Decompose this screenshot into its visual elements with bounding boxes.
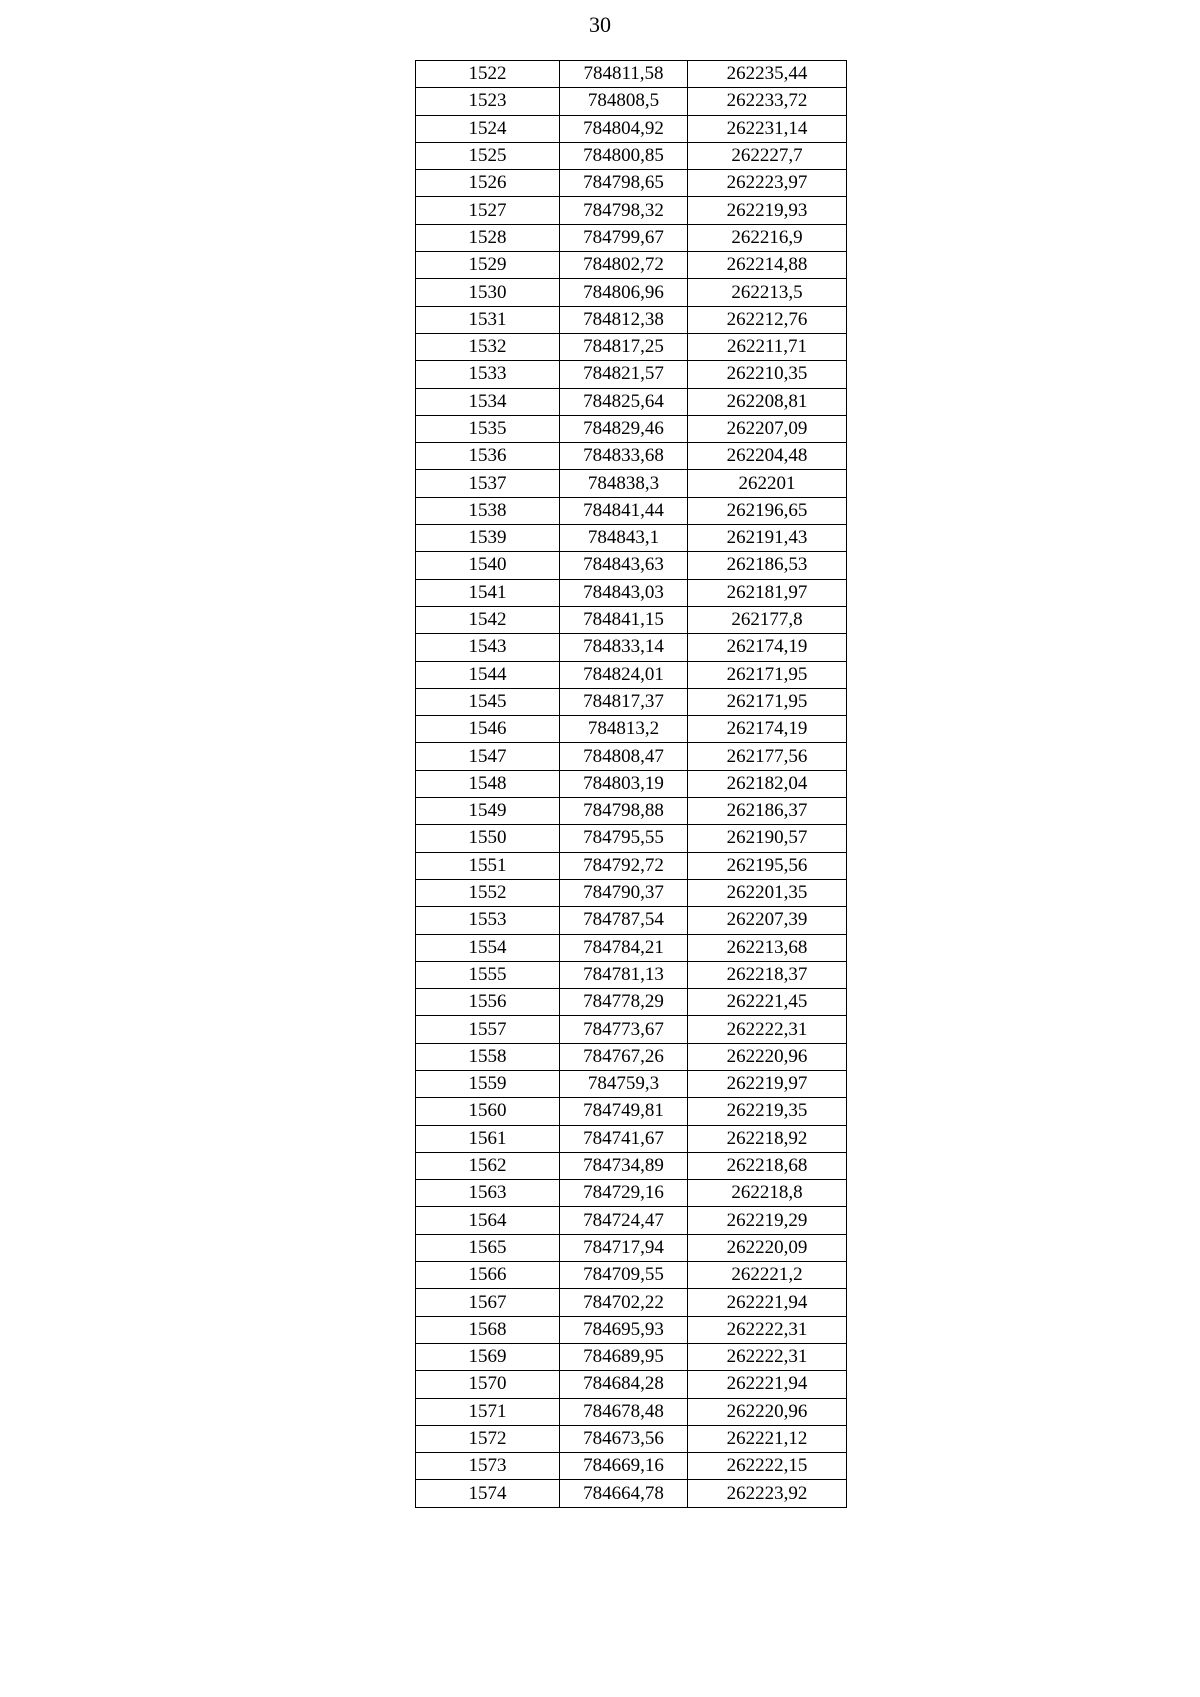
point-number-cell: 1547 (416, 743, 560, 770)
y-coordinate-cell: 262216,9 (688, 224, 847, 251)
x-coordinate-cell: 784812,38 (560, 306, 688, 333)
y-coordinate-cell: 262190,57 (688, 825, 847, 852)
point-number-cell: 1533 (416, 361, 560, 388)
x-coordinate-cell: 784833,14 (560, 634, 688, 661)
table-row (416, 115, 847, 142)
point-number-cell: 1535 (416, 415, 560, 442)
table-row (416, 961, 847, 988)
y-coordinate-cell: 262231,14 (688, 115, 847, 142)
point-number-cell: 1564 (416, 1207, 560, 1234)
y-coordinate-cell: 262204,48 (688, 443, 847, 470)
y-coordinate-cell: 262171,95 (688, 661, 847, 688)
y-coordinate-cell: 262221,2 (688, 1262, 847, 1289)
x-coordinate-cell: 784669,16 (560, 1453, 688, 1480)
point-number-cell: 1550 (416, 825, 560, 852)
y-coordinate-cell: 262207,09 (688, 415, 847, 442)
point-number-cell: 1570 (416, 1371, 560, 1398)
point-number-cell: 1549 (416, 798, 560, 825)
x-coordinate-cell: 784811,58 (560, 61, 688, 88)
point-number-cell: 1568 (416, 1316, 560, 1343)
x-coordinate-cell: 784813,2 (560, 716, 688, 743)
table-row (416, 142, 847, 169)
point-number-cell: 1542 (416, 606, 560, 633)
y-coordinate-cell: 262174,19 (688, 634, 847, 661)
y-coordinate-cell: 262221,12 (688, 1425, 847, 1452)
table-row (416, 1070, 847, 1097)
y-coordinate-cell: 262186,37 (688, 798, 847, 825)
table-row (416, 88, 847, 115)
x-coordinate-cell: 784767,26 (560, 1043, 688, 1070)
table-row (416, 1180, 847, 1207)
table-row (416, 879, 847, 906)
y-coordinate-cell: 262177,8 (688, 606, 847, 633)
y-coordinate-cell: 262222,31 (688, 1316, 847, 1343)
y-coordinate-cell: 262218,8 (688, 1180, 847, 1207)
table-row (416, 197, 847, 224)
x-coordinate-cell: 784841,44 (560, 497, 688, 524)
table-row (416, 1398, 847, 1425)
y-coordinate-cell: 262221,94 (688, 1371, 847, 1398)
table-row (416, 1152, 847, 1179)
x-coordinate-cell: 784773,67 (560, 1016, 688, 1043)
table-row (416, 170, 847, 197)
point-number-cell: 1531 (416, 306, 560, 333)
table-row (416, 1098, 847, 1125)
page-number: 30 (589, 12, 611, 37)
x-coordinate-cell: 784749,81 (560, 1098, 688, 1125)
point-number-cell: 1562 (416, 1152, 560, 1179)
table-row (416, 852, 847, 879)
point-number-cell: 1557 (416, 1016, 560, 1043)
table-row (416, 798, 847, 825)
table-row (416, 525, 847, 552)
y-coordinate-cell: 262171,95 (688, 688, 847, 715)
table-row (416, 1425, 847, 1452)
point-number-cell: 1571 (416, 1398, 560, 1425)
table-row (416, 1043, 847, 1070)
point-number-cell: 1548 (416, 770, 560, 797)
y-coordinate-cell: 262207,39 (688, 907, 847, 934)
y-coordinate-cell: 262220,09 (688, 1234, 847, 1261)
x-coordinate-cell: 784787,54 (560, 907, 688, 934)
table-row (416, 1371, 847, 1398)
y-coordinate-cell: 262177,56 (688, 743, 847, 770)
x-coordinate-cell: 784684,28 (560, 1371, 688, 1398)
point-number-cell: 1552 (416, 879, 560, 906)
table-row (416, 1289, 847, 1316)
x-coordinate-cell: 784833,68 (560, 443, 688, 470)
x-coordinate-cell: 784804,92 (560, 115, 688, 142)
x-coordinate-cell: 784841,15 (560, 606, 688, 633)
x-coordinate-cell: 784709,55 (560, 1262, 688, 1289)
x-coordinate-cell: 784843,63 (560, 552, 688, 579)
table-row (416, 661, 847, 688)
x-coordinate-cell: 784717,94 (560, 1234, 688, 1261)
y-coordinate-cell: 262235,44 (688, 61, 847, 88)
y-coordinate-cell: 262174,19 (688, 716, 847, 743)
x-coordinate-cell: 784824,01 (560, 661, 688, 688)
table-row (416, 552, 847, 579)
x-coordinate-cell: 784802,72 (560, 252, 688, 279)
y-coordinate-cell: 262181,97 (688, 579, 847, 606)
x-coordinate-cell: 784808,47 (560, 743, 688, 770)
x-coordinate-cell: 784817,37 (560, 688, 688, 715)
table-row (416, 279, 847, 306)
y-coordinate-cell: 262210,35 (688, 361, 847, 388)
x-coordinate-cell: 784792,72 (560, 852, 688, 879)
x-coordinate-cell: 784790,37 (560, 879, 688, 906)
table-row (416, 388, 847, 415)
point-number-cell: 1526 (416, 170, 560, 197)
x-coordinate-cell: 784724,47 (560, 1207, 688, 1234)
x-coordinate-cell: 784734,89 (560, 1152, 688, 1179)
y-coordinate-cell: 262201,35 (688, 879, 847, 906)
point-number-cell: 1573 (416, 1453, 560, 1480)
x-coordinate-cell: 784664,78 (560, 1480, 688, 1507)
y-coordinate-cell: 262219,29 (688, 1207, 847, 1234)
x-coordinate-cell: 784689,95 (560, 1343, 688, 1370)
x-coordinate-cell: 784817,25 (560, 333, 688, 360)
x-coordinate-cell: 784843,03 (560, 579, 688, 606)
x-coordinate-cell: 784838,3 (560, 470, 688, 497)
y-coordinate-cell: 262218,92 (688, 1125, 847, 1152)
point-number-cell: 1541 (416, 579, 560, 606)
y-coordinate-cell: 262195,56 (688, 852, 847, 879)
table-row (416, 306, 847, 333)
table-row (416, 470, 847, 497)
point-number-cell: 1556 (416, 989, 560, 1016)
x-coordinate-cell: 784695,93 (560, 1316, 688, 1343)
x-coordinate-cell: 784784,21 (560, 934, 688, 961)
x-coordinate-cell: 784673,56 (560, 1425, 688, 1452)
table-row (416, 61, 847, 88)
y-coordinate-cell: 262222,15 (688, 1453, 847, 1480)
table-row (416, 579, 847, 606)
x-coordinate-cell: 784799,67 (560, 224, 688, 251)
x-coordinate-cell: 784702,22 (560, 1289, 688, 1316)
x-coordinate-cell: 784798,88 (560, 798, 688, 825)
table-row (416, 1262, 847, 1289)
point-number-cell: 1558 (416, 1043, 560, 1070)
table-row (416, 1343, 847, 1370)
point-number-cell: 1534 (416, 388, 560, 415)
y-coordinate-cell: 262223,92 (688, 1480, 847, 1507)
y-coordinate-cell: 262213,68 (688, 934, 847, 961)
x-coordinate-cell: 784808,5 (560, 88, 688, 115)
point-number-cell: 1553 (416, 907, 560, 934)
x-coordinate-cell: 784778,29 (560, 989, 688, 1016)
x-coordinate-cell: 784821,57 (560, 361, 688, 388)
table-row (416, 1316, 847, 1343)
y-coordinate-cell: 262219,35 (688, 1098, 847, 1125)
point-number-cell: 1554 (416, 934, 560, 961)
point-number-cell: 1537 (416, 470, 560, 497)
point-number-cell: 1561 (416, 1125, 560, 1152)
x-coordinate-cell: 784829,46 (560, 415, 688, 442)
y-coordinate-cell: 262220,96 (688, 1043, 847, 1070)
point-number-cell: 1545 (416, 688, 560, 715)
y-coordinate-cell: 262220,96 (688, 1398, 847, 1425)
table-row (416, 716, 847, 743)
y-coordinate-cell: 262222,31 (688, 1343, 847, 1370)
table-row (416, 443, 847, 470)
x-coordinate-cell: 784729,16 (560, 1180, 688, 1207)
point-number-cell: 1540 (416, 552, 560, 579)
point-number-cell: 1525 (416, 142, 560, 169)
table-row (416, 361, 847, 388)
y-coordinate-cell: 262221,94 (688, 1289, 847, 1316)
y-coordinate-cell: 262218,37 (688, 961, 847, 988)
point-number-cell: 1527 (416, 197, 560, 224)
table-row (416, 415, 847, 442)
point-number-cell: 1530 (416, 279, 560, 306)
table-row (416, 770, 847, 797)
y-coordinate-cell: 262221,45 (688, 989, 847, 1016)
x-coordinate-cell: 784759,3 (560, 1070, 688, 1097)
point-number-cell: 1528 (416, 224, 560, 251)
table-row (416, 634, 847, 661)
table-row (416, 1125, 847, 1152)
point-number-cell: 1532 (416, 333, 560, 360)
point-number-cell: 1546 (416, 716, 560, 743)
x-coordinate-cell: 784798,65 (560, 170, 688, 197)
y-coordinate-cell: 262196,65 (688, 497, 847, 524)
point-number-cell: 1551 (416, 852, 560, 879)
table-row (416, 1016, 847, 1043)
x-coordinate-cell: 784803,19 (560, 770, 688, 797)
y-coordinate-cell: 262208,81 (688, 388, 847, 415)
table-row (416, 934, 847, 961)
x-coordinate-cell: 784825,64 (560, 388, 688, 415)
table-row (416, 1234, 847, 1261)
y-coordinate-cell: 262233,72 (688, 88, 847, 115)
y-coordinate-cell: 262223,97 (688, 170, 847, 197)
x-coordinate-cell: 784806,96 (560, 279, 688, 306)
point-number-cell: 1559 (416, 1070, 560, 1097)
table-row (416, 743, 847, 770)
point-number-cell: 1538 (416, 497, 560, 524)
x-coordinate-cell: 784800,85 (560, 142, 688, 169)
table-row (416, 1453, 847, 1480)
table-row (416, 1480, 847, 1507)
table-row (416, 1207, 847, 1234)
table-row (416, 224, 847, 251)
y-coordinate-cell: 262214,88 (688, 252, 847, 279)
point-number-cell: 1536 (416, 443, 560, 470)
point-number-cell: 1565 (416, 1234, 560, 1261)
point-number-cell: 1572 (416, 1425, 560, 1452)
y-coordinate-cell: 262219,97 (688, 1070, 847, 1097)
point-number-cell: 1563 (416, 1180, 560, 1207)
table-row (416, 907, 847, 934)
y-coordinate-cell: 262222,31 (688, 1016, 847, 1043)
x-coordinate-cell: 784678,48 (560, 1398, 688, 1425)
y-coordinate-cell: 262213,5 (688, 279, 847, 306)
point-number-cell: 1523 (416, 88, 560, 115)
point-number-cell: 1522 (416, 61, 560, 88)
y-coordinate-cell: 262227,7 (688, 142, 847, 169)
point-number-cell: 1569 (416, 1343, 560, 1370)
table-row (416, 989, 847, 1016)
x-coordinate-cell: 784781,13 (560, 961, 688, 988)
x-coordinate-cell: 784843,1 (560, 525, 688, 552)
point-number-cell: 1544 (416, 661, 560, 688)
table-row (416, 252, 847, 279)
coordinates-table (415, 60, 847, 1508)
table-row (416, 606, 847, 633)
y-coordinate-cell: 262212,76 (688, 306, 847, 333)
y-coordinate-cell: 262186,53 (688, 552, 847, 579)
table-row (416, 497, 847, 524)
y-coordinate-cell: 262211,71 (688, 333, 847, 360)
table-row (416, 825, 847, 852)
point-number-cell: 1539 (416, 525, 560, 552)
point-number-cell: 1566 (416, 1262, 560, 1289)
point-number-cell: 1529 (416, 252, 560, 279)
point-number-cell: 1555 (416, 961, 560, 988)
point-number-cell: 1560 (416, 1098, 560, 1125)
point-number-cell: 1543 (416, 634, 560, 661)
coordinates-table-body (416, 61, 847, 1508)
point-number-cell: 1574 (416, 1480, 560, 1507)
table-row (416, 333, 847, 360)
y-coordinate-cell: 262218,68 (688, 1152, 847, 1179)
point-number-cell: 1524 (416, 115, 560, 142)
x-coordinate-cell: 784795,55 (560, 825, 688, 852)
y-coordinate-cell: 262201 (688, 470, 847, 497)
table-row (416, 688, 847, 715)
x-coordinate-cell: 784741,67 (560, 1125, 688, 1152)
y-coordinate-cell: 262219,93 (688, 197, 847, 224)
x-coordinate-cell: 784798,32 (560, 197, 688, 224)
point-number-cell: 1567 (416, 1289, 560, 1316)
y-coordinate-cell: 262191,43 (688, 525, 847, 552)
y-coordinate-cell: 262182,04 (688, 770, 847, 797)
